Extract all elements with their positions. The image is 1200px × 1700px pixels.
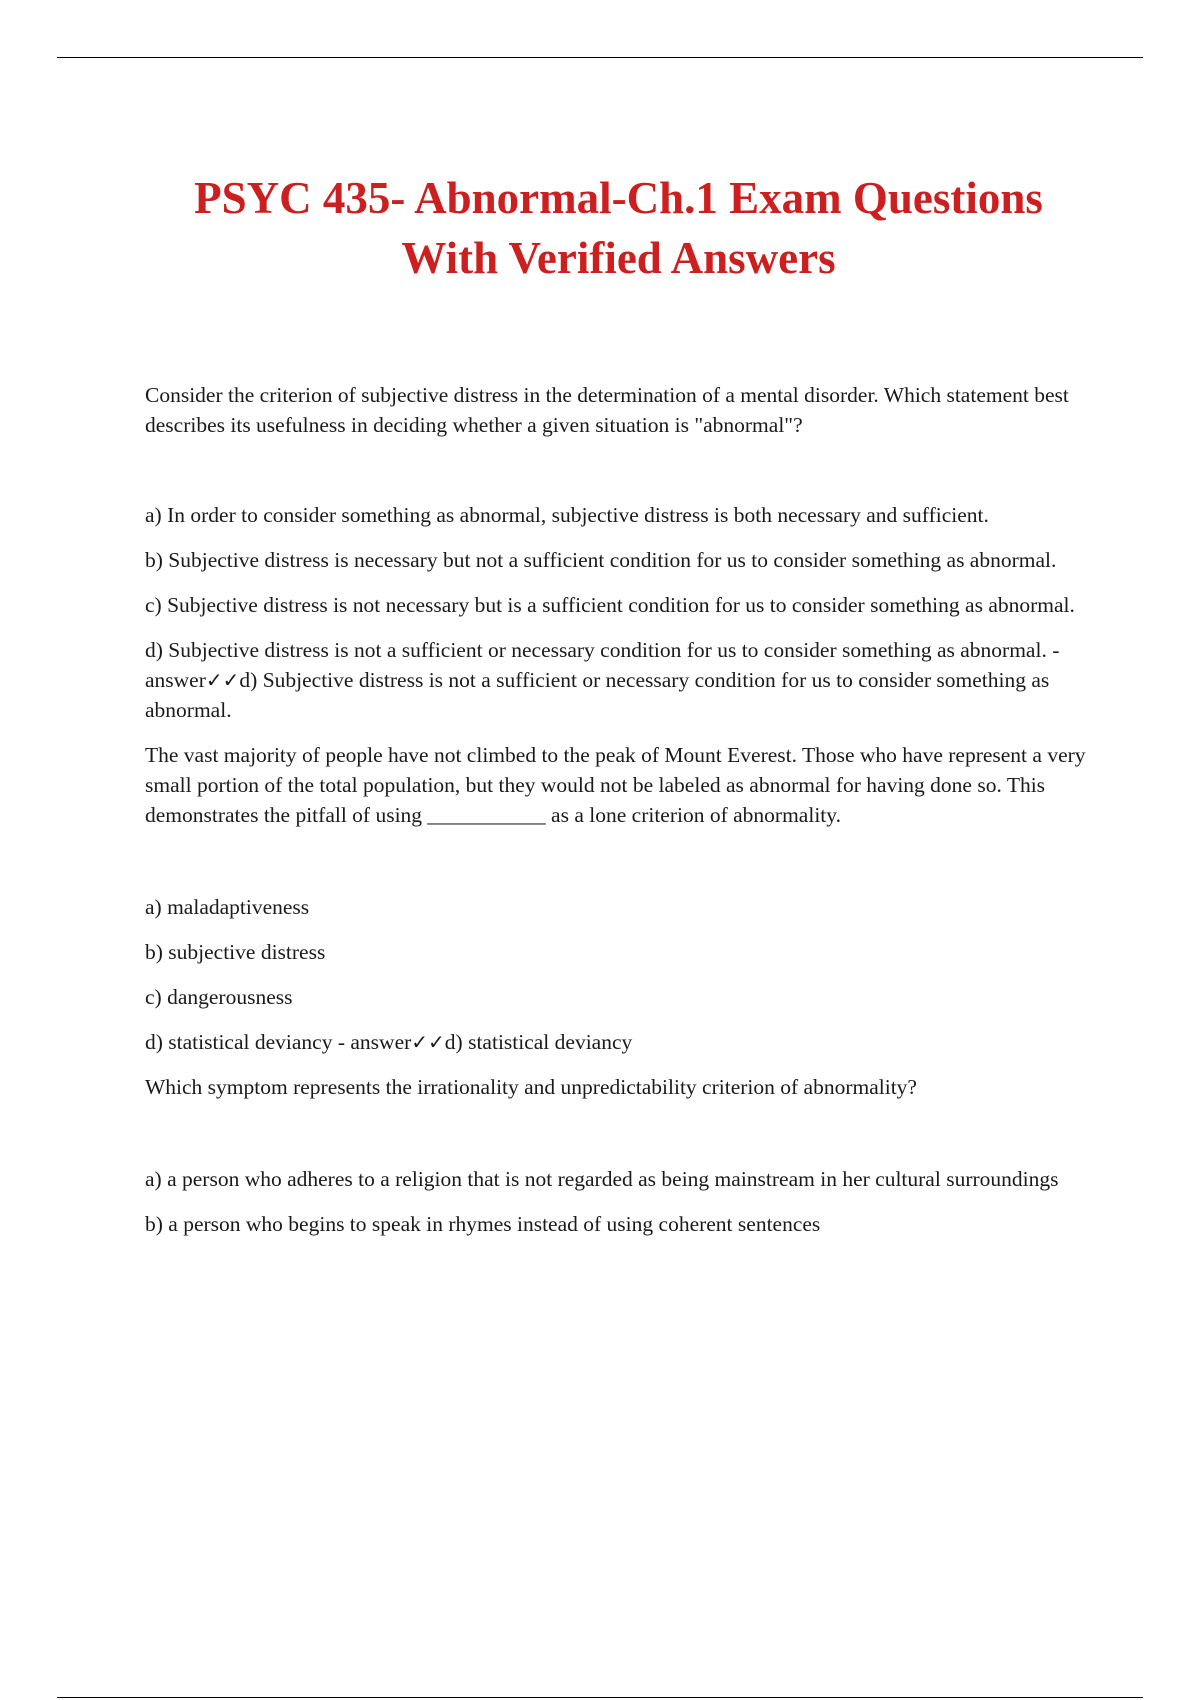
question-2-option-d-with-answer [145,1027,1095,1057]
question-1-option-d: d) Subjective distress is not a sufficient or necessary condition for us to consider something as abnormal. [145,638,1047,662]
question-2-answer: d) statistical deviancy [444,1030,633,1054]
question-1-answer: d) Subjective distress is not a sufficient or necessary condition for us to consider something as abnormal. [145,668,1050,722]
question-2-stem: The vast majority of people have not climbed to the peak of Mount Everest. Those who have represent a very small portion of the total population, but they would not be labeled as abnormal for having done so. This demonstrates the pitfall of using ___________ as a lone criterion of abnormality. [145,743,1086,827]
document-body [145,380,1095,1254]
question-3-option-a: a) a person who adheres to a religion that is not regarded as being mainstream in her cultural surroundings [145,1167,1059,1191]
footer-rule [57,1697,1143,1698]
answer-marker: - answer [332,1030,412,1054]
question-2-option-a: a) maladaptiveness [145,895,310,919]
question-2-option-b: b) subjective distress [145,940,326,964]
question-3-option-b: b) a person who begins to speak in rhymes instead of using coherent sentences [145,1212,821,1236]
question-1-option-d-with-answer [145,635,1095,725]
checkmark-icon: ✓✓ [205,668,240,692]
question-2-option-c: c) dangerousness [145,985,293,1009]
question-1-option-a: a) In order to consider something as abnormal, subjective distress is both necessary and sufficient. [145,503,989,527]
question-2-option-d: d) statistical deviancy [145,1030,333,1054]
answer-marker: - answer [145,638,1060,692]
question-3-stem: Which symptom represents the irrationality and unpredictability criterion of abnormality? [145,1075,917,1099]
document-title [120,168,1117,288]
title-line-1: PSYC 435- Abnormal-Ch.1 Exam Questions [194,173,1043,223]
question-1-stem: Consider the criterion of subjective distress in the determination of a mental disorder. Which statement best describes its usefulness in deciding whether a given situation is "abnormal"? [145,383,1069,437]
question-1-option-c: c) Subjective distress is not necessary but is a sufficient condition for us to consider something as abnormal. [145,593,1075,617]
checkmark-icon: ✓✓ [411,1030,445,1054]
question-1-option-b: b) Subjective distress is necessary but not a sufficient condition for us to consider something as abnormal. [145,548,1057,572]
header-rule [57,57,1143,58]
title-line-2: With Verified Answers [401,233,836,283]
